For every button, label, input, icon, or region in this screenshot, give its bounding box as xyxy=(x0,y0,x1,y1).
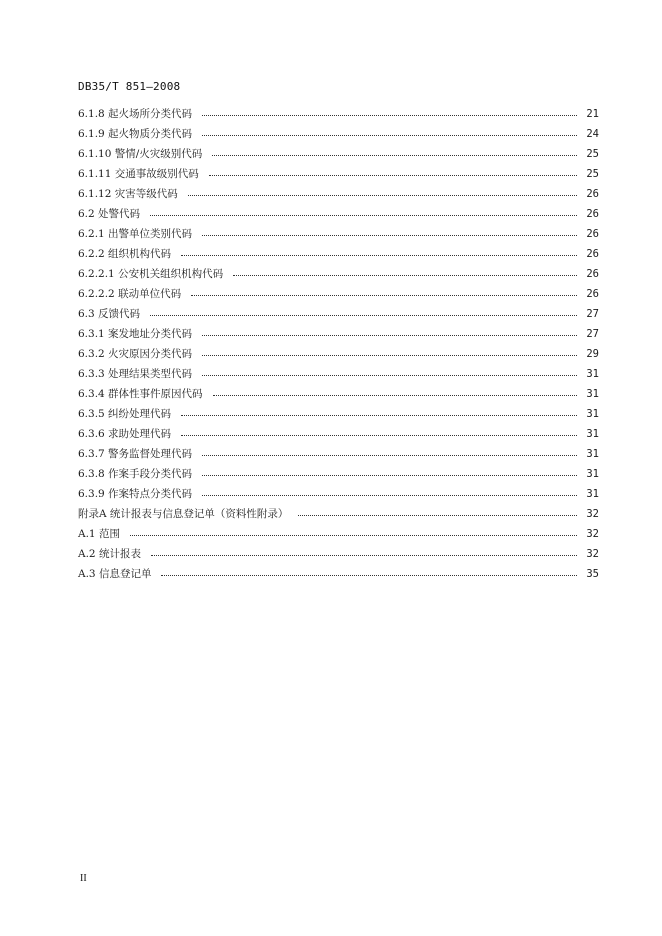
toc-entry-page: 31 xyxy=(586,428,599,440)
toc-entry[interactable] xyxy=(78,184,599,204)
toc-entry-page: 25 xyxy=(586,168,599,180)
toc-entry-page: 27 xyxy=(586,328,599,340)
toc-entry-label: 附录A 统计报表与信息登记单（资料性附录） xyxy=(78,508,289,520)
toc-leader-dots xyxy=(212,154,577,156)
toc-leader-dots xyxy=(130,534,577,536)
toc-entry[interactable] xyxy=(78,124,599,144)
toc-entry[interactable] xyxy=(78,324,599,344)
toc-entry-label: 6.1.9 起火物质分类代码 xyxy=(78,128,193,140)
toc-entry[interactable] xyxy=(78,344,599,364)
toc-leader-dots xyxy=(181,414,577,416)
toc-entry-label: 6.3 反馈代码 xyxy=(78,308,141,320)
toc-entry[interactable] xyxy=(78,404,599,424)
toc-leader-dots xyxy=(202,474,577,476)
toc-leader-dots xyxy=(150,214,577,216)
toc-entry-page: 31 xyxy=(586,448,599,460)
toc-entry-page: 25 xyxy=(586,148,599,160)
toc-entry-label: 6.3.5 纠纷处理代码 xyxy=(78,408,172,420)
toc-entry-page: 26 xyxy=(586,248,599,260)
toc-leader-dots xyxy=(188,194,577,196)
toc-entry[interactable] xyxy=(78,564,599,584)
toc-leader-dots xyxy=(202,334,577,336)
toc-entry-page: 26 xyxy=(586,288,599,300)
toc-leader-dots xyxy=(213,394,577,396)
toc-entry-label: 6.2.2.1 公安机关组织机构代码 xyxy=(78,268,224,280)
toc-entry-label: 6.3.1 案发地址分类代码 xyxy=(78,328,193,340)
toc-entry[interactable] xyxy=(78,224,599,244)
toc-leader-dots xyxy=(202,114,577,116)
toc-leader-dots xyxy=(161,574,577,576)
toc-entry-page: 21 xyxy=(586,108,599,120)
toc-entry-label: 6.3.2 火灾原因分类代码 xyxy=(78,348,193,360)
toc-entry-page: 26 xyxy=(586,208,599,220)
toc-leader-dots xyxy=(202,454,577,456)
toc-entry-page: 31 xyxy=(586,368,599,380)
toc-entry-label: A.3 信息登记单 xyxy=(78,568,152,580)
toc-entry[interactable] xyxy=(78,284,599,304)
page-number: II xyxy=(80,873,87,884)
toc-entry[interactable] xyxy=(78,244,599,264)
toc-entry-label: 6.3.7 警务监督处理代码 xyxy=(78,448,193,460)
toc-entry-label: 6.1.10 警情/火灾级别代码 xyxy=(78,148,203,160)
toc-entry-label: 6.3.3 处理结果类型代码 xyxy=(78,368,193,380)
toc-leader-dots xyxy=(150,314,577,316)
document-number: DB35/T 851—2008 xyxy=(78,80,181,93)
toc-entry-page: 27 xyxy=(586,308,599,320)
toc-leader-dots xyxy=(151,554,577,556)
toc-entry[interactable] xyxy=(78,364,599,384)
toc-leader-dots xyxy=(233,274,577,276)
toc-leader-dots xyxy=(202,234,577,236)
toc-entry-label: 6.2.2 组织机构代码 xyxy=(78,248,172,260)
toc-leader-dots xyxy=(298,514,577,516)
toc-entry-label: 6.2.2.2 联动单位代码 xyxy=(78,288,182,300)
toc-entry-page: 32 xyxy=(586,528,599,540)
toc-entry[interactable] xyxy=(78,204,599,224)
table-of-contents xyxy=(78,104,599,584)
toc-entry-label: 6.3.4 群体性事件原因代码 xyxy=(78,388,203,400)
toc-entry[interactable] xyxy=(78,524,599,544)
toc-leader-dots xyxy=(202,354,577,356)
toc-entry-page: 31 xyxy=(586,488,599,500)
toc-entry[interactable] xyxy=(78,504,599,524)
toc-entry-label: 6.2.1 出警单位类别代码 xyxy=(78,228,193,240)
toc-entry-page: 35 xyxy=(586,568,599,580)
toc-entry-label: 6.1.12 灾害等级代码 xyxy=(78,188,178,200)
toc-leader-dots xyxy=(181,254,577,256)
toc-entry-label: A.1 范围 xyxy=(78,528,120,540)
toc-entry-label: 6.3.8 作案手段分类代码 xyxy=(78,468,193,480)
toc-entry[interactable] xyxy=(78,164,599,184)
toc-leader-dots xyxy=(191,294,577,296)
toc-entry-label: A.2 统计报表 xyxy=(78,548,141,560)
toc-entry-label: 6.3.6 求助处理代码 xyxy=(78,428,172,440)
toc-entry-page: 29 xyxy=(586,348,599,360)
toc-entry-label: 6.1.11 交通事故级别代码 xyxy=(78,168,199,180)
toc-leader-dots xyxy=(181,434,577,436)
toc-entry[interactable] xyxy=(78,464,599,484)
toc-leader-dots xyxy=(202,374,577,376)
toc-entry-page: 24 xyxy=(586,128,599,140)
toc-entry[interactable] xyxy=(78,104,599,124)
toc-entry-page: 31 xyxy=(586,468,599,480)
toc-entry-page: 26 xyxy=(586,268,599,280)
toc-entry[interactable] xyxy=(78,384,599,404)
toc-entry-page: 31 xyxy=(586,408,599,420)
toc-entry-label: 6.2 处警代码 xyxy=(78,208,141,220)
toc-entry[interactable] xyxy=(78,444,599,464)
toc-leader-dots xyxy=(202,134,577,136)
toc-entry[interactable] xyxy=(78,424,599,444)
toc-entry[interactable] xyxy=(78,264,599,284)
toc-entry-page: 32 xyxy=(586,548,599,560)
toc-entry[interactable] xyxy=(78,304,599,324)
toc-entry-page: 26 xyxy=(586,228,599,240)
toc-entry-page: 26 xyxy=(586,188,599,200)
toc-entry[interactable] xyxy=(78,484,599,504)
toc-entry-page: 31 xyxy=(586,388,599,400)
toc-entry-label: 6.1.8 起火场所分类代码 xyxy=(78,108,193,120)
toc-entry-page: 32 xyxy=(586,508,599,520)
toc-entry[interactable] xyxy=(78,544,599,564)
toc-entry-label: 6.3.9 作案特点分类代码 xyxy=(78,488,193,500)
toc-leader-dots xyxy=(202,494,577,496)
toc-entry[interactable] xyxy=(78,144,599,164)
toc-leader-dots xyxy=(209,174,577,176)
